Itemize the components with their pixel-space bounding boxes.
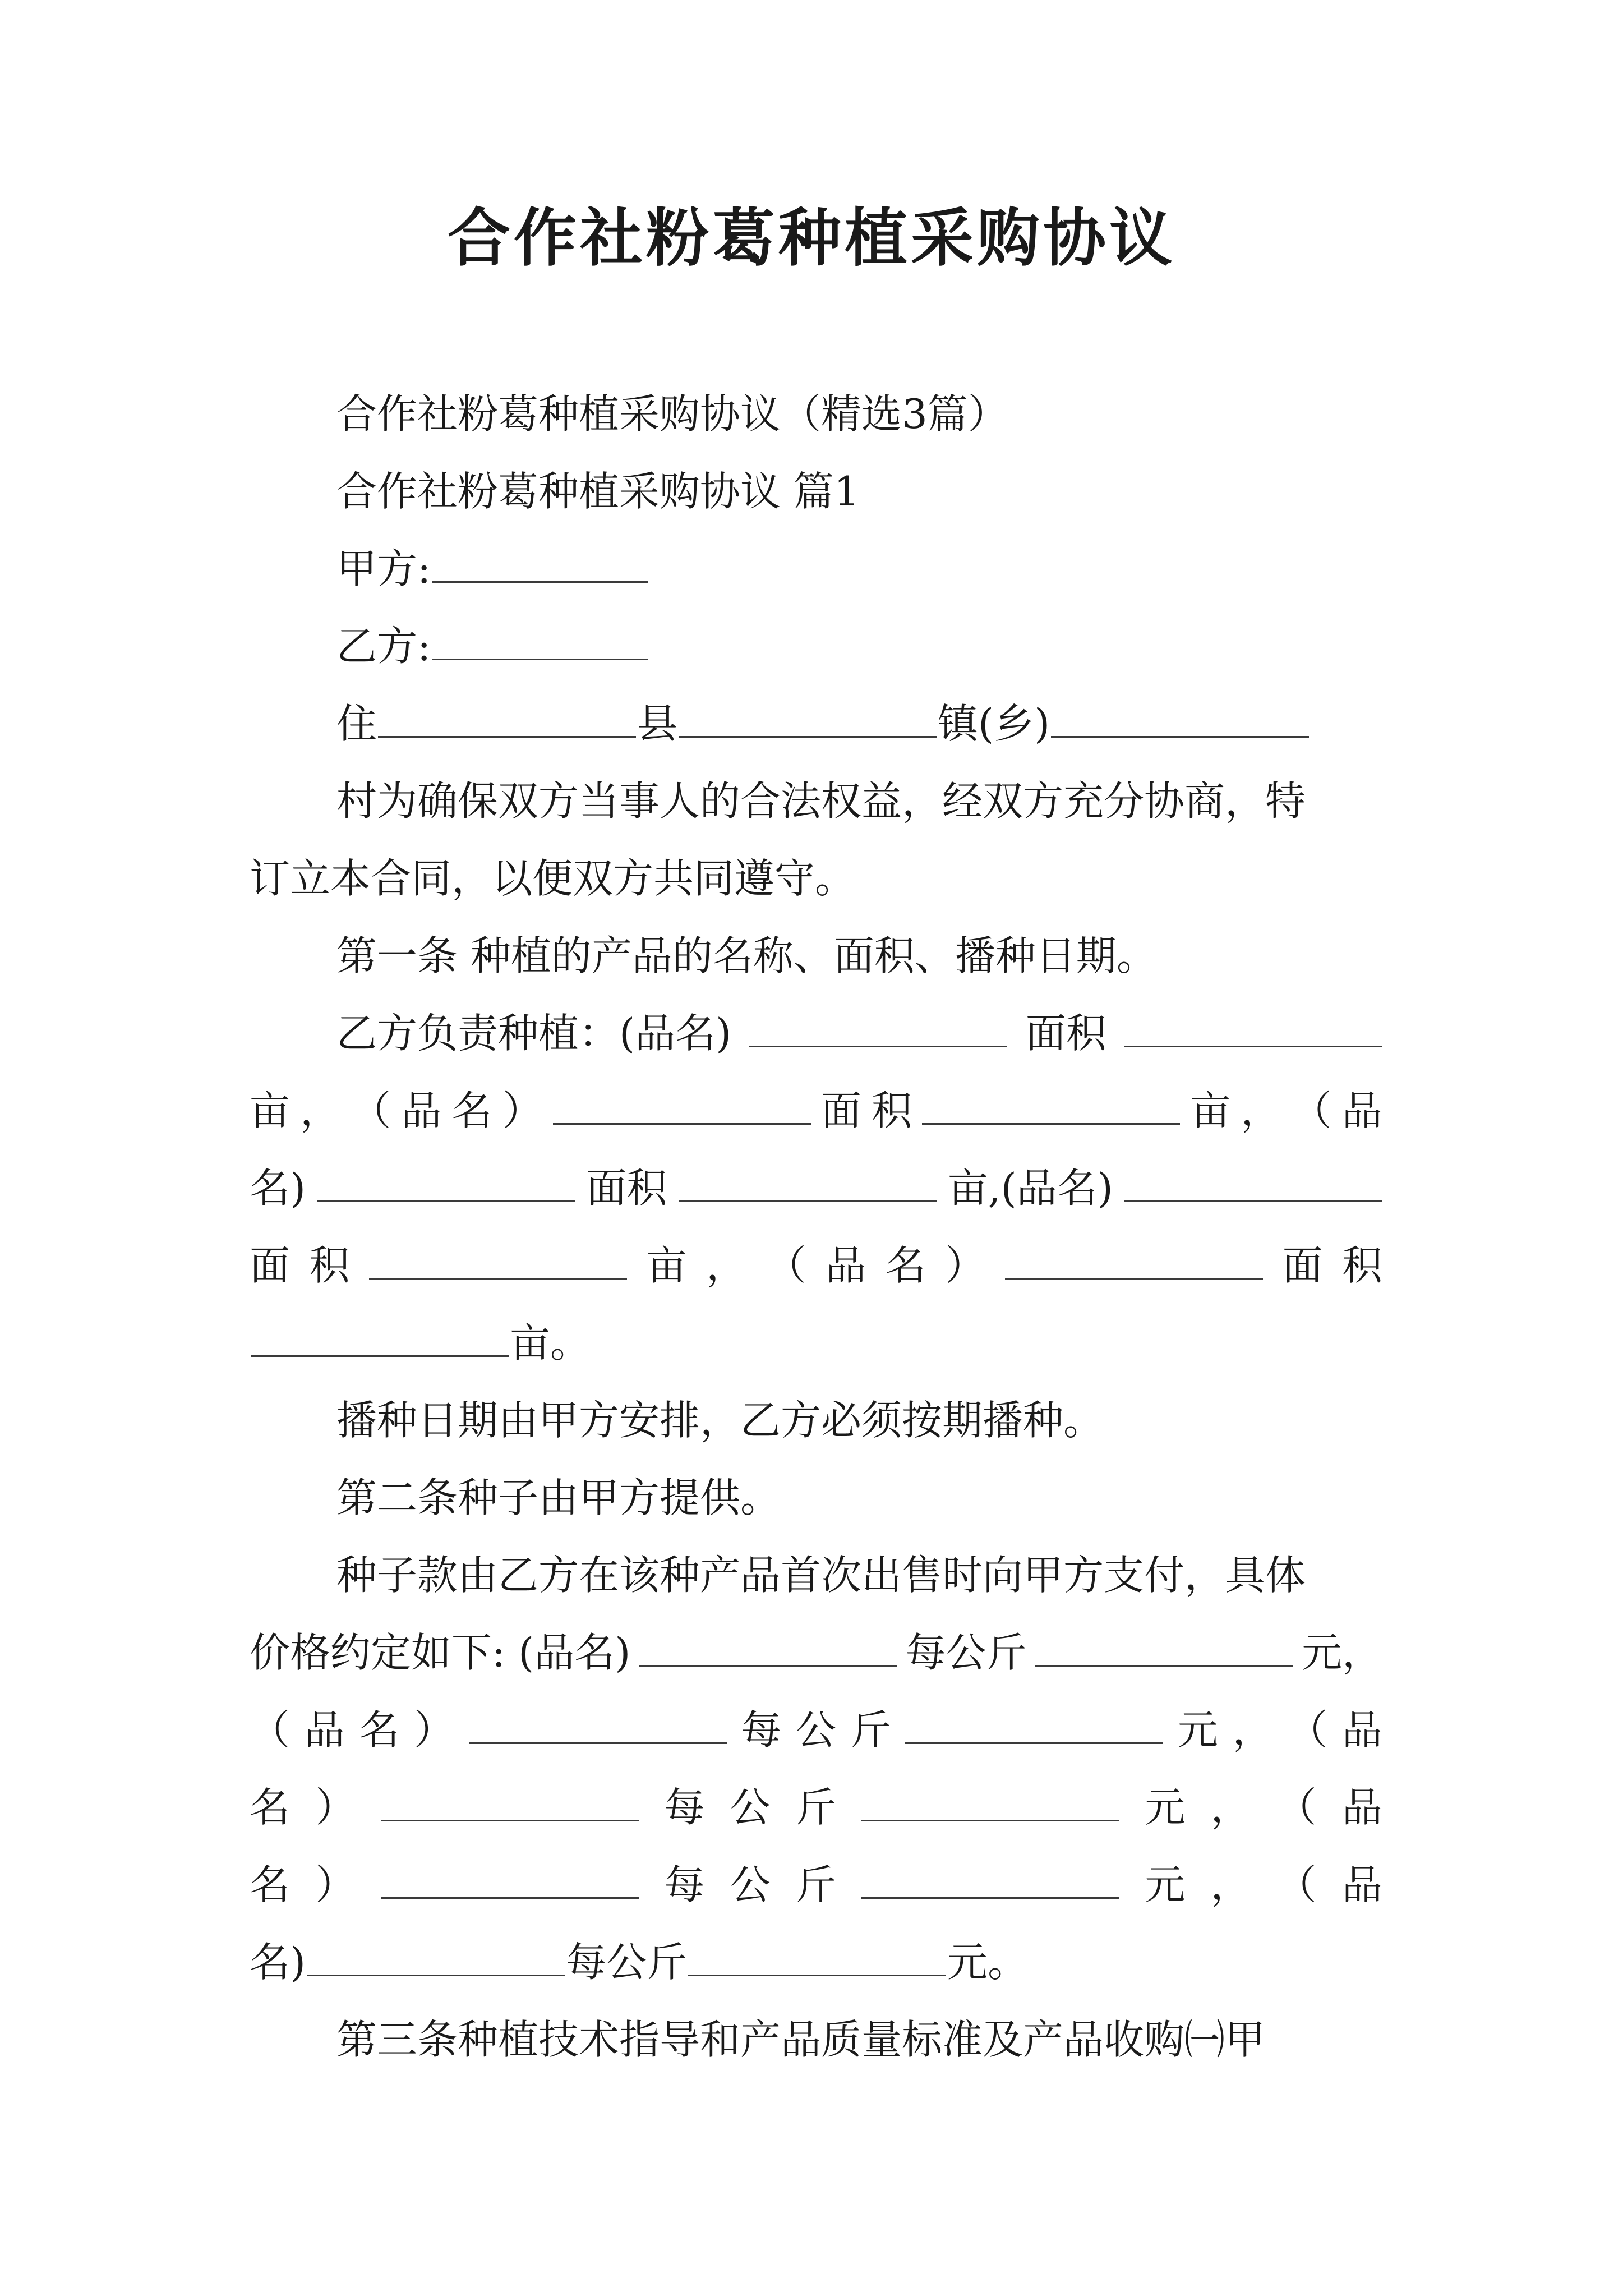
article2-per-kg-1: 每公斤	[905, 1629, 1027, 1676]
article2-paren-open-3: （	[1276, 1784, 1317, 1831]
article2-line-3	[250, 1702, 1382, 1758]
party-b-line	[336, 618, 1382, 674]
article3-line-1: 第三条种植技术指导和产品质量标准及产品收购㈠甲	[336, 2016, 1266, 2063]
article1-mian-3: 面	[1282, 1242, 1323, 1289]
section-heading: 合作社粉葛种植采购协议 篇1	[336, 468, 860, 515]
article2-ming-3: 名	[250, 1861, 291, 1908]
article2-paren-close-3: ）	[315, 1861, 356, 1908]
address-zhen: 镇(乡)	[938, 700, 1050, 747]
article1-line-3	[250, 1160, 1382, 1216]
party-a-blank	[432, 542, 648, 583]
article2-pin-1: 品	[304, 1706, 345, 1754]
article2-line-6	[250, 1934, 1382, 1990]
article1-ming-1: 名	[451, 1087, 492, 1134]
party-b-label: 乙方:	[336, 623, 431, 670]
party-b-blank	[432, 619, 648, 660]
article2-comma-2: ，	[1210, 1784, 1251, 1831]
address-blank-1	[378, 697, 636, 738]
article1-mian-2: 面	[250, 1242, 291, 1289]
article2-line-2	[250, 1625, 1382, 1681]
article1-pin-2: 品	[1341, 1087, 1382, 1134]
article1-blank-9	[1005, 1239, 1263, 1280]
article1-blank-1	[749, 1006, 1007, 1047]
article2-jin-1: 斤	[850, 1706, 891, 1754]
article1-blank-8	[369, 1239, 627, 1280]
intro-line-1: 村为确保双方当事人的合法权益，经双方充分协商，特	[336, 777, 1306, 825]
article1-comma-1: ，	[300, 1087, 341, 1134]
party-a-label: 甲方:	[336, 545, 431, 592]
article2-yuan-2: 元	[1145, 1784, 1186, 1831]
article2-jin-2: 斤	[795, 1784, 836, 1831]
party-a-line	[336, 541, 1382, 597]
article2-ming-1: 名	[359, 1706, 400, 1754]
article2-blank-10	[688, 1935, 946, 1976]
article2-lead: 价格约定如下: (品名)	[250, 1629, 631, 1676]
article1-pin-1: 品	[401, 1087, 442, 1134]
article1-area-2: 面积	[586, 1165, 667, 1212]
document-title: 合作社粉葛种植采购协议	[448, 201, 1175, 275]
article1-pin-3: 品	[826, 1242, 866, 1289]
article2-paren-open-1: （	[250, 1706, 291, 1754]
article1-blank-6	[679, 1161, 937, 1202]
article2-paren-close-2: ）	[315, 1784, 356, 1831]
article2-line-4	[250, 1779, 1382, 1835]
article1-ming-close: 名)	[250, 1165, 306, 1212]
article2-blank-3	[469, 1703, 727, 1744]
article1-comma-3: ，	[706, 1242, 747, 1289]
article1-mu-end: 亩。	[510, 1319, 591, 1366]
article2-ming-close: 名)	[250, 1939, 306, 1986]
article1-mu-3: 亩	[646, 1242, 687, 1289]
article1-mu-comma-pinming: 亩,(品名)	[947, 1165, 1113, 1212]
article1-blank-2	[1124, 1006, 1382, 1047]
article2-mei-2: 每	[664, 1784, 705, 1831]
article2-yuan-3: 元	[1145, 1861, 1186, 1908]
sowing-line: 播种日期由甲方安排，乙方必须按期播种。	[336, 1397, 1104, 1444]
article1-paren-open-2: （	[1291, 1087, 1332, 1134]
article1-ming-3: 名	[885, 1242, 926, 1289]
article1-title: 第一条 种植的产品的名称、面积、播种日期。	[336, 932, 1157, 979]
article2-blank-5	[381, 1780, 639, 1821]
article2-pin-3: 品	[1341, 1784, 1382, 1831]
article2-comma-3: ，	[1210, 1861, 1251, 1908]
article2-yuan-1: 元	[1177, 1706, 1218, 1754]
address-xian: 县	[637, 700, 678, 747]
article2-line-5	[250, 1857, 1382, 1913]
article1-ji-2: 积	[309, 1242, 350, 1289]
article2-blank-6	[861, 1780, 1119, 1821]
article1-line-4	[250, 1237, 1382, 1294]
article1-blank-3	[553, 1084, 811, 1125]
article2-blank-8	[861, 1858, 1119, 1899]
article2-blank-4	[905, 1703, 1163, 1744]
article2-blank-7	[381, 1858, 639, 1899]
article1-lead: 乙方负责种植：(品名)	[336, 1010, 732, 1057]
article2-mei-3: 每	[664, 1861, 705, 1908]
article2-blank-2	[1035, 1626, 1293, 1667]
article2-gong-1: 公	[795, 1706, 836, 1754]
article2-gong-2: 公	[730, 1784, 771, 1831]
article1-line-2	[250, 1083, 1382, 1139]
article2-line-1: 种子款由乙方在该种产品首次出售时向甲方支付，具体	[336, 1552, 1306, 1599]
article1-ji-3: 积	[1341, 1242, 1382, 1289]
article1-blank-4	[922, 1084, 1180, 1125]
article2-paren-open-2: （	[1287, 1706, 1328, 1754]
article2-comma-1: ，	[1232, 1706, 1273, 1754]
article1-blank-7	[1124, 1161, 1382, 1202]
article2-paren-open-4: （	[1276, 1861, 1317, 1908]
article2-blank-9	[307, 1935, 565, 1976]
article1-paren-open-1: （	[351, 1087, 391, 1134]
article1-blank-5	[317, 1161, 575, 1202]
subtitle: 合作社粉葛种植采购协议（精选3篇）	[336, 390, 1008, 438]
article2-title: 第二条种子由甲方提供。	[336, 1474, 781, 1521]
address-zhu: 住	[336, 700, 377, 747]
article1-paren-close-3: ）	[945, 1242, 986, 1289]
article2-mei-1: 每	[741, 1706, 782, 1754]
article1-ji-1: 积	[872, 1087, 912, 1134]
address-blank-3	[1051, 697, 1309, 738]
article1-mu-1: 亩	[250, 1087, 291, 1134]
address-line	[336, 696, 1382, 752]
article1-blank-10	[251, 1316, 509, 1357]
article1-area-1: 面积	[1025, 1010, 1106, 1057]
address-blank-2	[679, 697, 937, 738]
article1-mian-1: 面	[820, 1087, 861, 1134]
article2-gong-3: 公	[730, 1861, 771, 1908]
article2-paren-close-1: ）	[413, 1706, 454, 1754]
article2-jin-3: 斤	[795, 1861, 836, 1908]
article1-line-1	[336, 1005, 1382, 1061]
article2-yuan-end: 元。	[947, 1939, 1029, 1986]
article2-yuan-comma-1: 元，	[1301, 1629, 1382, 1676]
article2-per-kg-2: 每公斤	[566, 1939, 688, 1986]
article1-comma-2: ，	[1241, 1087, 1281, 1134]
intro-line-2: 订立本合同，以便双方共同遵守。	[250, 855, 856, 902]
article1-paren-open-3: （	[766, 1242, 806, 1289]
article2-pin-4: 品	[1341, 1861, 1382, 1908]
article2-ming-2: 名	[250, 1784, 291, 1831]
article1-line-5	[250, 1315, 1382, 1371]
article2-blank-1	[639, 1626, 897, 1667]
article1-paren-close-1: ）	[502, 1087, 543, 1134]
article2-pin-2: 品	[1341, 1706, 1382, 1754]
article1-mu-2: 亩	[1190, 1087, 1231, 1134]
